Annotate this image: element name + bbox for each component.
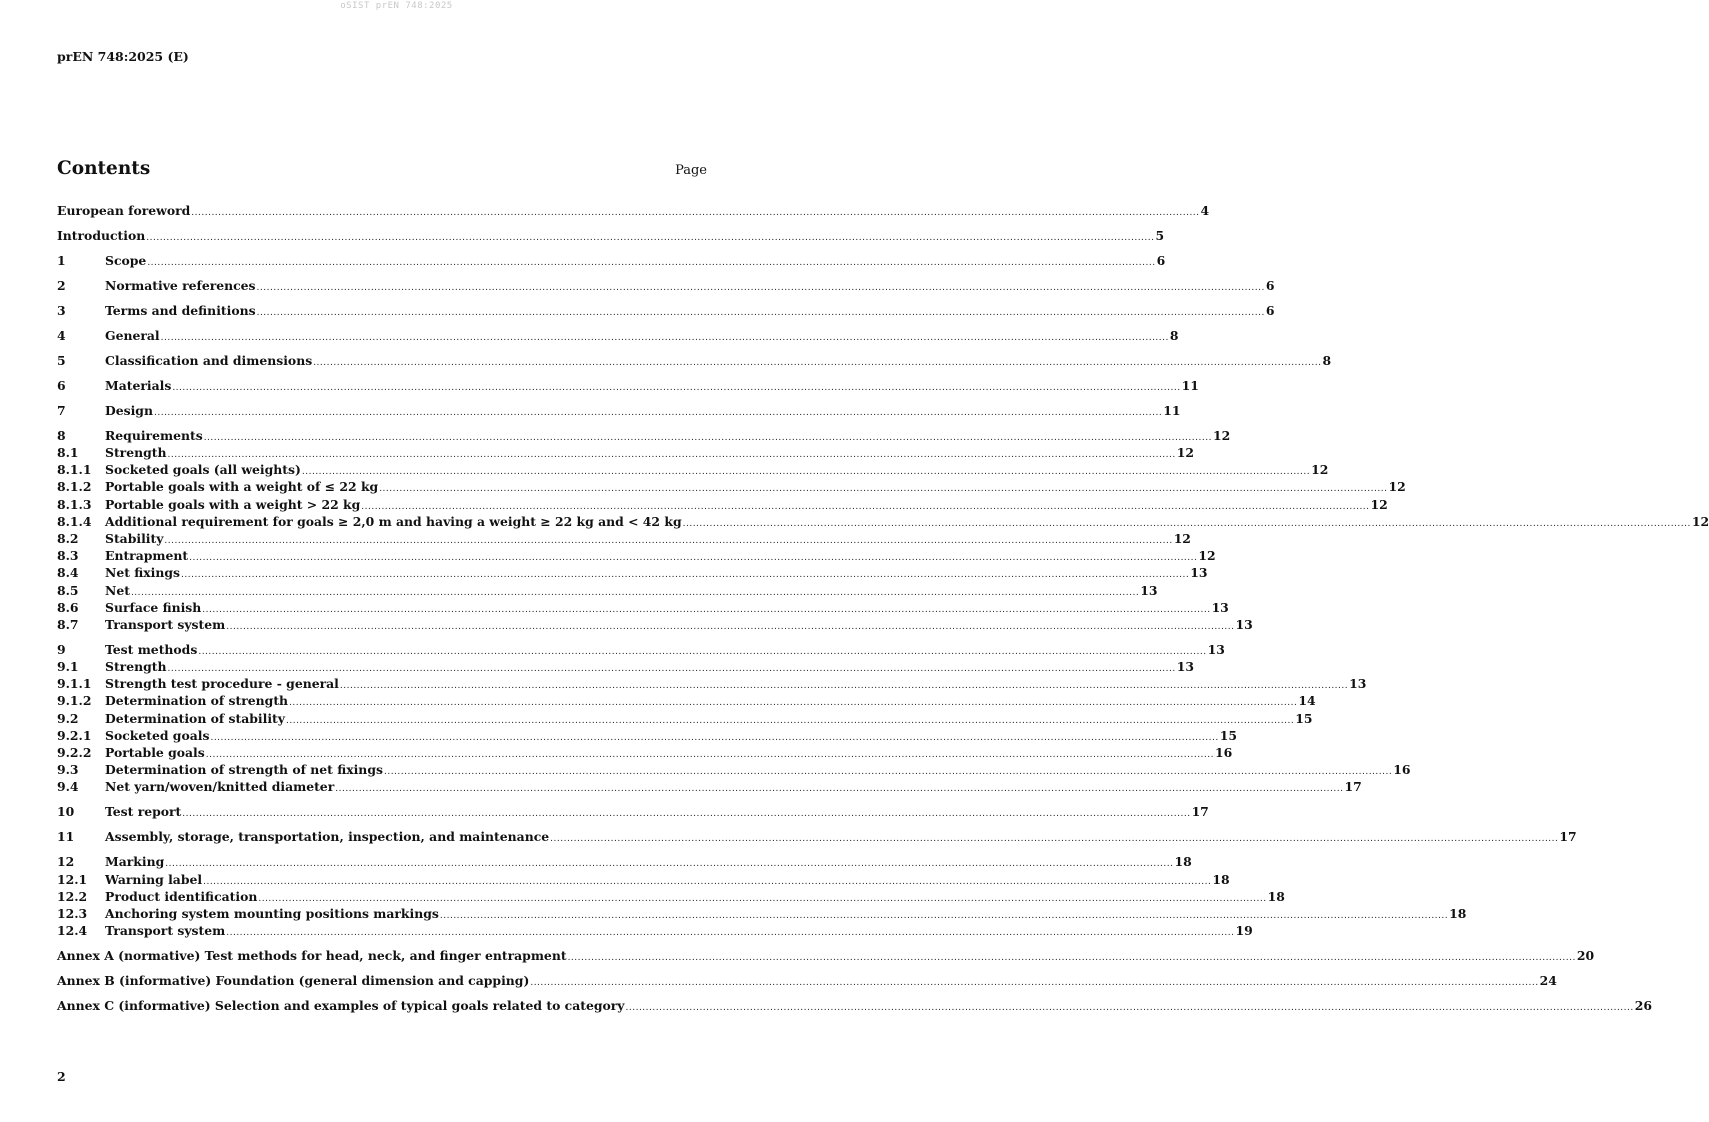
toc-entry[interactable] (57, 227, 1165, 244)
toc-entry-number: 8.1.4 (57, 513, 92, 529)
toc-entry-label: Socketed goals (all weights) (105, 462, 301, 478)
toc-entry-label: Determination of stability (105, 710, 285, 726)
toc-entry-page: 8 (1169, 327, 1179, 343)
toc-heading (57, 158, 707, 184)
toc-dot-leader: ............................................................................................................................................................................................................................................................................................................ (146, 232, 1155, 243)
toc-entry-label: Warning label (105, 871, 203, 887)
toc-entry[interactable] (57, 853, 1192, 870)
toc-entry[interactable] (57, 888, 1285, 905)
toc-dot-leader: ............................................................................................................................................................................................................................................................................................................ (202, 604, 1211, 615)
toc-dot-leader: ............................................................................................................................................................................................................................................................................................................ (256, 282, 1265, 293)
watermark: oSIST prEN 748:2025 (340, 1, 453, 11)
toc-dot-leader: ............................................................................................................................................................................................................................................................................................................ (147, 257, 1156, 268)
toc-entry[interactable] (57, 710, 1313, 727)
toc-entry[interactable] (57, 547, 1216, 564)
toc-dot-leader: ............................................................................................................................................................................................................................................................................................................ (167, 450, 1176, 461)
toc-dot-leader: ............................................................................................................................................................................................................................................................................................................ (682, 518, 1691, 529)
toc-entry-label: Strength (105, 659, 167, 675)
toc-entry-number: 9 (57, 641, 66, 657)
toc-page-label: Page (675, 163, 707, 178)
toc-entry-number: 8.1.2 (57, 479, 92, 495)
toc-entry-number: 5 (57, 352, 66, 368)
toc-entry-page: 17 (1559, 829, 1577, 845)
toc-dot-leader: ............................................................................................................................................................................................................................................................................................................ (285, 715, 1295, 726)
toc-dot-leader: ............................................................................................................................................................................................................................................................................................................ (203, 432, 1212, 443)
toc-entry-page: 15 (1295, 710, 1313, 726)
toc-entry[interactable] (57, 478, 1406, 495)
toc-entry-number: 8.3 (57, 548, 79, 564)
toc-entry-number: 9.2 (57, 710, 79, 726)
toc-dot-leader: ............................................................................................................................................................................................................................................................................................................ (383, 767, 1393, 778)
toc-entry-page: 18 (1267, 888, 1285, 904)
toc-dot-leader: ............................................................................................................................................................................................................................................................................................................ (256, 307, 1265, 318)
toc-entry-page: 13 (1190, 565, 1208, 581)
toc-entry-page: 26 (1634, 998, 1653, 1014)
toc-entry-label: Net yarn/woven/knitted diameter (105, 779, 335, 795)
toc-entry-page: 6 (1265, 302, 1275, 318)
toc-entry-number: 9.4 (57, 779, 79, 795)
toc-dot-leader: ............................................................................................................................................................................................................................................................................................................ (313, 357, 1322, 368)
toc-entry[interactable] (57, 327, 1179, 344)
toc-entry-number: 8 (57, 427, 66, 443)
toc-entry-number: 12.4 (57, 923, 88, 939)
toc-entry-page: 12 (1176, 445, 1195, 461)
toc-entry-page: 18 (1212, 871, 1230, 887)
toc-entry-label: Assembly, storage, transportation, inspection, and maintenance (105, 829, 550, 845)
toc-entry-page: 12 (1370, 496, 1388, 512)
toc-entry-page: 13 (1207, 641, 1225, 657)
toc-entry[interactable] (57, 564, 1208, 581)
toc-entry-page: 12 (1691, 513, 1709, 529)
toc-entry-label: Portable goals with a weight > 22 kg (105, 496, 361, 512)
toc-entry-number: 8.2 (57, 530, 79, 546)
toc-dot-leader: ............................................................................................................................................................................................................................................................................................................ (167, 664, 1176, 675)
toc-entry[interactable] (57, 444, 1195, 461)
toc-entry-number: 8.1.1 (57, 462, 92, 478)
toc-entry[interactable] (57, 692, 1316, 709)
toc-entry-label: Additional requirement for goals ≥ 2,0 m and having a weight ≥ 22 kg and < 42 kg (105, 513, 682, 529)
page-number: 2 (57, 1069, 66, 1084)
document-id: prEN 748:2025 (E) (57, 49, 189, 64)
toc-dot-leader: ............................................................................................................................................................................................................................................................................................................ (335, 784, 1344, 795)
toc-entry-page: 14 (1298, 693, 1316, 709)
toc-entry-page: 4 (1200, 203, 1210, 218)
toc-entry-page: 13 (1349, 676, 1367, 692)
toc-entry-label: Strength test procedure - general (105, 676, 339, 692)
toc-entry[interactable] (57, 744, 1233, 761)
toc-entry-page: 18 (1449, 905, 1467, 921)
toc-entry-number: 9.2.2 (57, 745, 92, 761)
toc-entry[interactable] (57, 972, 1557, 989)
toc-entry[interactable] (57, 252, 1166, 269)
toc-entry[interactable] (57, 302, 1275, 319)
toc-entry[interactable] (57, 675, 1367, 692)
toc-entry-number: 8.6 (57, 599, 79, 615)
toc-entry-page: 12 (1212, 427, 1231, 443)
toc-dot-leader: ............................................................................................................................................................................................................................................................................................................ (191, 208, 1200, 218)
toc-entry[interactable] (57, 778, 1362, 795)
toc-entry[interactable] (57, 427, 1231, 444)
toc-entry-number: 9.1 (57, 659, 79, 675)
toc-dot-leader: ............................................................................................................................................................................................................................................................................................................ (530, 978, 1539, 989)
toc-title: Contents (57, 158, 151, 179)
toc-entry-label: Net fixings (105, 565, 180, 581)
toc-entry[interactable] (57, 871, 1230, 888)
toc-entry-page: 11 (1163, 402, 1181, 418)
toc-entry[interactable] (57, 761, 1411, 778)
toc-entry[interactable] (57, 377, 1199, 394)
toc-entry-number: 8.4 (57, 565, 79, 581)
toc-entry-number: 6 (57, 377, 66, 393)
toc-entry-number: 8.1.3 (57, 496, 92, 512)
toc-entry-label: Normative references (105, 277, 256, 293)
toc-entry-page: 20 (1576, 948, 1595, 964)
toc-entry[interactable] (57, 828, 1577, 845)
toc-entry-label: Introduction (57, 227, 146, 243)
toc-entry-label: Portable goals with a weight of ≤ 22 kg (105, 479, 379, 495)
toc-entry-label: Design (105, 402, 153, 418)
toc-dot-leader: ............................................................................................................................................................................................................................................................................................................ (210, 732, 1219, 743)
toc-entry-number: 7 (57, 402, 66, 418)
toc-entry-label: Test report (105, 804, 182, 820)
toc-entry[interactable] (57, 599, 1229, 616)
toc-entry[interactable] (57, 905, 1467, 922)
toc-entry-page: 13 (1176, 659, 1195, 675)
toc-entry-label: General (105, 327, 160, 343)
toc-entry-number: 8.7 (57, 616, 79, 632)
toc-entry-label: Transport system (105, 616, 226, 632)
toc-entry-number: 12.3 (57, 905, 88, 921)
toc-entry-label: Surface finish (105, 599, 202, 615)
toc-entry-number: 1 (57, 252, 66, 268)
toc-entry-label: Annex C (informative) Selection and examples of typical goals related to category (57, 998, 625, 1014)
toc-dot-leader: ............................................................................................................................................................................................................................................................................................................ (550, 834, 1559, 845)
toc-entry[interactable] (57, 582, 1158, 599)
toc-entry-number: 9.3 (57, 762, 79, 778)
toc-entry-page: 15 (1219, 727, 1237, 743)
toc-entry-page: 6 (1156, 252, 1166, 268)
toc-dot-leader: ............................................................................................................................................................................................................................................................................................................ (289, 698, 1298, 709)
toc-entry-label: Portable goals (105, 745, 205, 761)
toc-dot-leader: ............................................................................................................................................................................................................................................................................................................ (203, 876, 1212, 887)
toc-dot-leader: ............................................................................................................................................................................................................................................................................................................ (189, 553, 1198, 564)
toc-entry-page: 13 (1140, 582, 1158, 598)
toc-entry-label: Test methods (105, 641, 198, 657)
toc-entry-number: 12.2 (57, 888, 88, 904)
toc-entry-number: 8.1 (57, 445, 79, 461)
toc-entry[interactable] (57, 530, 1191, 547)
toc-entry-label: European foreword (57, 203, 191, 218)
toc-entry[interactable] (57, 727, 1237, 744)
toc-entry-label: Anchoring system mounting positions markings (105, 905, 439, 921)
toc-dot-leader: ............................................................................................................................................................................................................................................................................................................ (258, 893, 1267, 904)
toc-entry-number: 12.1 (57, 871, 88, 887)
toc-entry-label: Determination of strength (105, 693, 289, 709)
toc-dot-leader: ............................................................................................................................................................................................................................................................................................................ (379, 484, 1388, 495)
toc-entry-label: Determination of strength of net fixings (105, 762, 383, 778)
toc-entry-page: 11 (1181, 377, 1199, 393)
toc-dot-leader: ............................................................................................................................................................................................................................................................................................................ (625, 1003, 1634, 1014)
toc-entry[interactable] (57, 641, 1225, 658)
toc-entry[interactable] (57, 513, 1709, 530)
toc-entry-page: 16 (1215, 745, 1233, 761)
toc-dot-leader: ............................................................................................................................................................................................................................................................................................................ (301, 467, 1311, 478)
toc-entry[interactable] (57, 803, 1209, 820)
toc-entry-number: 3 (57, 302, 66, 318)
table-of-contents (57, 202, 1709, 1014)
toc-dot-leader: ............................................................................................................................................................................................................................................................................................................ (439, 910, 1449, 921)
toc-dot-leader: ............................................................................................................................................................................................................................................................................................................ (172, 382, 1181, 393)
toc-entry-page: 12 (1198, 548, 1216, 564)
toc-entry-page: 13 (1211, 599, 1229, 615)
toc-entry-number: 4 (57, 327, 66, 343)
toc-entry[interactable] (57, 658, 1195, 675)
toc-dot-leader: ............................................................................................................................................................................................................................................................................................................ (130, 587, 1140, 598)
toc-dot-leader: ............................................................................................................................................................................................................................................................................................................ (181, 570, 1190, 581)
toc-dot-leader: ............................................................................................................................................................................................................................................................................................................ (198, 646, 1207, 657)
toc-entry-label: Classification and dimensions (105, 352, 313, 368)
toc-entry-page: 19 (1235, 923, 1253, 939)
toc-entry[interactable] (57, 922, 1253, 939)
toc-entry-page: 17 (1191, 804, 1209, 820)
toc-entry[interactable] (57, 402, 1181, 419)
toc-dot-leader: ............................................................................................................................................................................................................................................................................................................ (361, 501, 1370, 512)
toc-entry-page: 16 (1393, 762, 1411, 778)
toc-entry[interactable] (57, 947, 1595, 964)
toc-entry-number: 10 (57, 804, 75, 820)
toc-entry-label: Entrapment (105, 548, 189, 564)
toc-entry[interactable] (57, 496, 1388, 513)
toc-entry[interactable] (57, 352, 1332, 369)
toc-dot-leader: ............................................................................................................................................................................................................................................................................................................ (205, 750, 1215, 761)
toc-entry-page: 18 (1174, 854, 1192, 870)
toc-entry-page: 13 (1235, 616, 1253, 632)
toc-dot-leader: ............................................................................................................................................................................................................................................................................................................ (153, 407, 1163, 418)
toc-entry-number: 9.1.1 (57, 676, 92, 692)
toc-entry[interactable] (57, 461, 1329, 478)
toc-entry-number: 8.5 (57, 582, 79, 598)
toc-dot-leader: ............................................................................................................................................................................................................................................................................................................ (164, 535, 1173, 546)
toc-entry-label: Stability (105, 530, 164, 546)
toc-entry-page: 24 (1539, 973, 1557, 989)
toc-entry-label: Requirements (105, 427, 203, 443)
toc-entry-label: Terms and definitions (105, 302, 256, 318)
toc-entry-number: 2 (57, 277, 66, 293)
toc-entry-page: 8 (1322, 352, 1332, 368)
toc-dot-leader: ............................................................................................................................................................................................................................................................................................................ (165, 859, 1174, 870)
toc-entry-number: 9.2.1 (57, 727, 92, 743)
toc-entry-page: 5 (1155, 227, 1165, 243)
toc-entry-label: Scope (105, 252, 147, 268)
toc-entry-label: Product identification (105, 888, 258, 904)
toc-entry-number: 11 (57, 829, 75, 845)
toc-entry-number: 9.1.2 (57, 693, 92, 709)
toc-entry-label: Annex A (normative) Test methods for head, neck, and finger entrapment (57, 948, 567, 964)
toc-dot-leader: ............................................................................................................................................................................................................................................................................................................ (567, 953, 1576, 964)
toc-entry-label: Strength (105, 445, 167, 461)
toc-entry[interactable] (57, 277, 1275, 294)
toc-entry-label: Socketed goals (105, 727, 210, 743)
toc-entry[interactable] (57, 616, 1253, 633)
toc-dot-leader: ............................................................................................................................................................................................................................................................................................................ (182, 809, 1191, 820)
toc-entry-label: Annex B (informative) Foundation (general dimension and capping) (57, 973, 530, 989)
toc-dot-leader: ............................................................................................................................................................................................................................................................................................................ (160, 332, 1169, 343)
toc-entry-page: 12 (1311, 462, 1329, 478)
toc-entry[interactable] (57, 202, 1210, 219)
toc-dot-leader: ............................................................................................................................................................................................................................................................................................................ (226, 928, 1235, 939)
toc-entry-label: Transport system (105, 923, 226, 939)
toc-entry-page: 17 (1344, 779, 1362, 795)
toc-entry-label: Materials (105, 377, 172, 393)
toc-entry-page: 12 (1173, 530, 1191, 546)
toc-entry-page: 12 (1388, 479, 1406, 495)
toc-entry-label: Net (105, 582, 130, 598)
toc-entry-number: 12 (57, 854, 75, 870)
toc-dot-leader: ............................................................................................................................................................................................................................................................................................................ (339, 681, 1349, 692)
toc-entry-page: 6 (1265, 277, 1275, 293)
toc-dot-leader: ............................................................................................................................................................................................................................................................................................................ (226, 621, 1235, 632)
toc-entry[interactable] (57, 997, 1653, 1014)
toc-entry-label: Marking (105, 854, 165, 870)
